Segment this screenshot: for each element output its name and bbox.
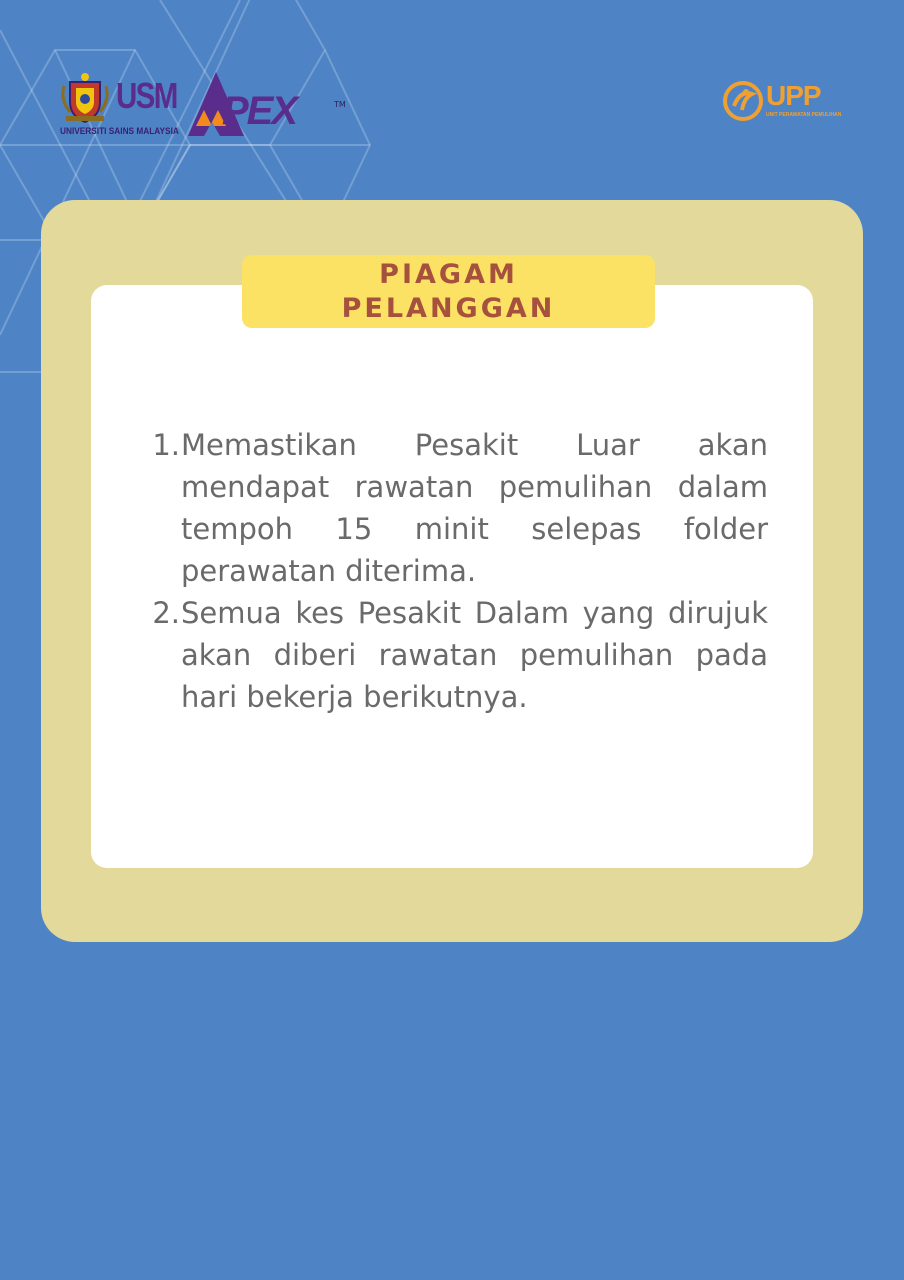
list-item-number: 2. [152, 596, 180, 630]
title-line-2: PELANGGAN [341, 292, 556, 324]
list-item-number: 1. [152, 428, 180, 462]
list-item [150, 424, 768, 592]
usm-letters: USM [116, 75, 177, 116]
list-item-text: Semua kes Pesakit Dalam yang dirujuk akan diberi rawatan pemulihan pada hari bekerja berikutnya. [181, 596, 768, 714]
title-line-1: PIAGAM [379, 258, 518, 290]
usm-logo [60, 70, 178, 142]
upp-text: UPP [766, 80, 821, 111]
list-item-text: Memastikan Pesakit Luar akan mendapat rawatan pemulihan dalam tempoh 15 minit selepas folder perawatan diterima. [181, 428, 768, 588]
apex-trademark: TM [334, 100, 346, 109]
upp-logo [722, 78, 842, 128]
title-banner [242, 255, 655, 328]
usm-caption: UNIVERSITI SAINS MALAYSIA [60, 126, 179, 136]
upp-subtitle: UNIT PERAWATAN PEMULIHAN [766, 112, 842, 118]
charter-list [150, 424, 768, 718]
apex-logo [186, 70, 346, 142]
list-item [150, 592, 768, 718]
upp-emblem-icon [722, 80, 764, 122]
apex-text: PEX [222, 89, 297, 133]
usm-crest-icon [60, 72, 110, 124]
